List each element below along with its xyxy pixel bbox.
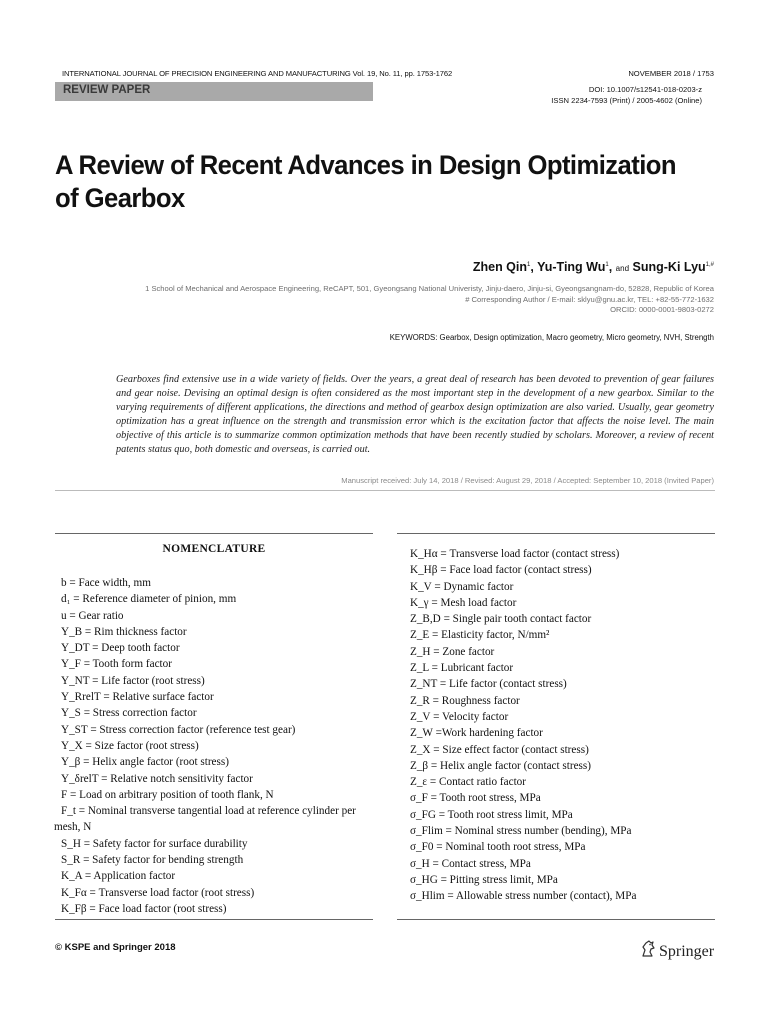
nom-item: σ_Hlim = Allowable stress number (contact), MPa <box>410 890 637 903</box>
nom-item: σ_F0 = Nominal tooth root stress, MPa <box>410 841 586 854</box>
nomenclature-right-list <box>410 546 636 905</box>
nomenclature-left-box <box>55 533 373 920</box>
nom-item: Z_NT = Life factor (contact stress) <box>410 678 567 691</box>
issn: ISSN 2234-7593 (Print) / 2005-4602 (Online) <box>551 95 702 105</box>
nom-item: Z_W =Work hardening factor <box>410 727 543 740</box>
journal-line: INTERNATIONAL JOURNAL OF PRECISION ENGINEERING AND MANUFACTURING Vol. 19, No. 11, pp. 1753-1762 <box>62 69 453 78</box>
nom-item: Z_ε = Contact ratio factor <box>410 776 527 789</box>
author-1-affil: 1 <box>527 261 531 268</box>
author-1: Zhen Qin <box>472 260 528 274</box>
nom-item: K_Hα = Transverse load factor (contact stress) <box>410 548 620 560</box>
nom-item: u = Gear ratio <box>61 609 124 622</box>
nom-item: σ_H = Contact stress, MPa <box>410 857 531 870</box>
nom-item: F = Load on arbitrary position of tooth flank, N <box>61 788 274 801</box>
nom-item: Y_DT = Deep tooth factor <box>61 642 180 655</box>
springer-horse-icon <box>640 940 656 963</box>
affiliation <box>145 284 714 316</box>
doi-block <box>551 85 702 106</box>
nom-item: Y_NT = Life factor (root stress) <box>61 674 205 687</box>
publisher-name: Springer <box>659 942 715 960</box>
nom-item: Y_δrelT = Relative notch sensitivity factor <box>61 772 253 785</box>
keywords: KEYWORDS: Gearbox, Design optimization, Macro geometry, Micro geometry, NVH, Strength <box>389 333 714 342</box>
nom-item: Y_S = Stress correction factor <box>61 707 197 720</box>
nomenclature-title: NOMENCLATURE <box>162 543 266 555</box>
nomenclature-left-list <box>54 575 366 917</box>
nom-item: σ_Flim = Nominal stress number (bending), MPa <box>410 825 632 838</box>
abstract: Gearboxes find extensive use in a wide variety of fields. Over the years, a great deal of research has been devoted to prevention of gear failures and gear noise. Devising an optimal design is often considered as the most important step in the development of a new gearbox. Similar to the varying requirements of different applications, the directions and method of gearbox design optimization are also varied. Usually, gear geometry optimization has a great influence on the strength and transmission error which is the excitation factor that affects the noise level. The main objective of this article is to summarize common optimization methods that have been recently studied by scholars. Moreover, a review of recent patents status quo, both domestic and overseas, is carried out. <box>116 374 714 455</box>
nom-item: d₁ = Reference diameter of pinion, mm <box>61 593 237 606</box>
date-page: NOVEMBER 2018 / 1753 <box>628 69 714 78</box>
nom-item: Z_V = Velocity factor <box>410 710 509 723</box>
affiliation-line: 1 School of Mechanical and Aerospace Engineering, ReCAPT, 501, Gyeongsang National Univeristy, Jinju-daero, Jinju-si, Gyeongsangnam-do, 52828, Republic of Korea <box>145 284 714 293</box>
nom-item: Z_H = Zone factor <box>410 645 495 658</box>
orcid: ORCID: 0000-0001-9803-0272 <box>610 305 714 314</box>
nom-item: Z_B,D = Single pair tooth contact factor <box>410 613 592 626</box>
paper-title: A Review of Recent Advances in Design Optimization of Gearbox <box>55 150 676 213</box>
nom-item: K_γ = Mesh load factor <box>410 596 517 609</box>
nom-item: Z_R = Roughness factor <box>410 694 520 707</box>
nom-item: σ_HG = Pitting stress limit, MPa <box>410 873 558 886</box>
nom-item: K_Fα = Transverse load factor (root stress) <box>61 886 255 899</box>
review-label: REVIEW PAPER <box>63 84 151 96</box>
springer-logo <box>640 940 714 963</box>
nom-item: Y_RrelT = Relative surface factor <box>61 691 214 704</box>
corresponding-author: # Corresponding Author / E-mail: sklyu@gnu.ac.kr, TEL: +82-55-772-1632 <box>465 294 714 304</box>
review-bar <box>55 82 373 101</box>
nom-item: K_V = Dynamic factor <box>410 580 514 593</box>
nom-item: K_A = Application factor <box>61 870 176 883</box>
nom-item: S_H = Safety factor for surface durability <box>61 837 248 850</box>
nom-item: σ_FG = Tooth root stress limit, MPa <box>410 808 573 821</box>
doi[interactable]: DOI: 10.1007/s12541-018-0203-z <box>588 85 702 94</box>
nom-item: S_R = Safety factor for bending strength <box>61 854 244 867</box>
nom-item: b = Face width, mm <box>61 577 151 589</box>
authors: Zhen Qin$^1$, Yu-Ting Wu$^1$, and Sung-Ki Lyu$^{1,\#}$ <box>472 260 714 274</box>
nom-item: Y_X = Size factor (root stress) <box>61 739 199 752</box>
and-word: and <box>615 264 630 273</box>
author-3-affil: 1,# <box>705 261 714 268</box>
nom-item: σ_F = Tooth root stress, MPa <box>410 792 541 805</box>
author-2-affil: 1 <box>605 261 609 268</box>
nom-item: Y_ST = Stress correction factor (reference test gear) <box>61 723 296 736</box>
nom-item: F_t = Nominal transverse tangential load at reference cylinder per mesh, N <box>54 805 356 834</box>
author-3: Sung-Ki Lyu <box>632 260 706 274</box>
nomenclature-right-box <box>397 533 715 920</box>
manuscript-dates: Manuscript received: July 14, 2018 / Revised: August 29, 2018 / Accepted: September 10, 2018 (Invited Paper) <box>341 476 714 485</box>
nom-item: K_Fβ = Face load factor (root stress) <box>61 902 227 915</box>
nom-item: Y_B = Rim thickness factor <box>61 625 187 638</box>
nom-item: Y_F = Tooth form factor <box>61 658 172 671</box>
nom-item: Y_β = Helix angle factor (root stress) <box>61 756 229 769</box>
nom-item: Z_β = Helix angle factor (contact stress) <box>410 759 591 772</box>
author-2: Yu-Ting Wu <box>537 260 606 274</box>
copyright: © KSPE and Springer 2018 <box>55 942 176 953</box>
nom-item: Z_L = Lubricant factor <box>410 662 514 675</box>
nom-item: Z_X = Size effect factor (contact stress) <box>410 743 589 756</box>
nom-item: K_Hβ = Face load factor (contact stress) <box>410 564 592 577</box>
nom-item: Z_E = Elasticity factor, N/mm² <box>410 629 550 642</box>
divider <box>55 490 715 491</box>
